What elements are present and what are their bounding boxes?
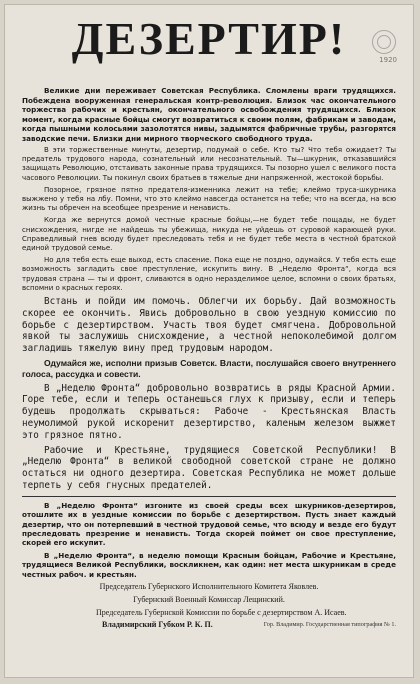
- paragraph-8: В „Неделю Фронта“ добровольно возвратись в ряды Красной Армии. Горе тебе, если и теперь останешься глух к призыву, если и теперь будешь продолжать скрываться: Рабоче - Крестьянская Власть неумолимой рукой искоренит дезертирство, каленым железом выжжет это грязное пятно.: [22, 382, 396, 441]
- bottom-paragraph-1: В „Неделю Фронта“ изгоните из своей среды всех шкурников-дезертиров, отошлите их в уездные комиссии по борьбе с дезертирством. Пусть знает каждый дезертир, что он потерпевший в честной трудовой семье, что всюду и везде его будут преследовать презрение и ненависть. Тогда скорей поймет он свое преступление, скорей его искупит.: [22, 500, 396, 548]
- poster-body: [22, 86, 396, 630]
- paragraph-7: Одумайся же, исполни призыв Советск. Власти, послушайся своего внутреннего голоса, рассудка и совести.: [22, 358, 396, 379]
- poster-sheet: [4, 4, 414, 678]
- paragraph-1: Великие дни переживает Советская Республика. Сломлены враги трудящихся. Побеждена вооруженная генеральская контр-революция. Близок час окончательного торжества рабочих и крестьян, окончательного освобождения трудящихся. Близок момент, когда красные бойцы смогут возвратиться к своим полям, фабрикам и заводам, когда пышными колосьями зазолотятся нивы, задымятся фабричные трубы, разгорятся заводские печи. Близки дни мирного творческого свободного труда.: [22, 86, 396, 143]
- signature-3: Председатель Губернской Комиссии по борьбе с дезертирством А. Исаев.: [96, 608, 347, 618]
- divider-line: [22, 496, 396, 497]
- footer: [22, 620, 396, 630]
- paragraph-3: Позорное, грязное пятно предателя-изменника лежит на тебе; клеймо труса-шкурника выжжено у тебя на лбу. Помни, что это клеймо навсегда останется на тебе; что на всегда, на всю жизнь ты обречен на всеобщее презрение и ненависть.: [22, 185, 396, 213]
- paragraph-4: Когда же вернутся домой честные красные бойцы,—не будет тебе пощады, не будет снисхождения, нигде не найдешь ты убежища, никуда не уйдешь от суровой карающей руки. Справедливый гнев всюду будет преследовать тебя и не будет тебе места в честной братской единой трудовой семье.: [22, 216, 396, 253]
- paragraph-6: Встань и пойди им помочь. Облегчи их борьбу. Дай возможность скорее ее окончить. Явись добровольно в свою уездную комиссию по борьбе с дезертирством. Участь твоя будет смягчена. Добровольной явкой ты заслужишь снисхождение, а честной непоколебимой долгом загладишь тяжелую вину пред трудовым народом.: [22, 296, 396, 355]
- bottom-paragraph-2: В „Неделю Фронта“, в неделю помощи Красным бойцам, Рабочие и Крестьяне, трудящиеся Великой Республики, воскликнем, как один: нет места шкурникам в среде честных рабоч. и крестьян.: [22, 550, 396, 579]
- footer-right: Гор. Владимир. Государственная типография № 1.: [263, 621, 396, 629]
- poster-title: ДЕЗЕРТИР!: [71, 13, 347, 64]
- paragraph-9: Рабочие и Крестьяне, трудящиеся Советской Республики! В „Неделю Фронта“ в великой свободной советской стране не должно остаться ни одного дезертира. Советская Республика не может дольше терпеть у себя гнусных предателей.: [22, 444, 396, 491]
- signature-1: Председатель Губернского Исполнительного Комитета Яковлев.: [99, 582, 319, 592]
- stamp-icon: [372, 30, 396, 54]
- stamp-number: 1920: [379, 56, 397, 64]
- footer-left: Владимирский Губком Р. К. П.: [102, 620, 213, 630]
- paragraph-5: Но для тебя есть еще выход, есть спасение. Пока еще не поздно, одумайся. У тебя есть еще возможность загладить свое преступление, искупить вину. В „Неделю Фронта“, когда вся трудовая страна — ты и фронт, сливаются в одно неразделимое целое, вспомни о своих братьях, вспомни о красных героях.: [22, 256, 396, 292]
- signature-2: Губернский Военный Комиссар Лещинский.: [133, 595, 285, 605]
- paragraph-2: В эти торжественные минуты, дезертир, подумай о себе. Кто ты? Что тебя ожидает? Ты предатель трудового народа, сознательный или несознательный. Ты—шкурник, отказавшийся защищать Революцию, отстаивать законные права трудящихся. Ты позорно ушел с великого поста часового Революции. Ты покинул своих братьев в тяжелые дни напряженной, жестокой борьбы.: [22, 146, 396, 182]
